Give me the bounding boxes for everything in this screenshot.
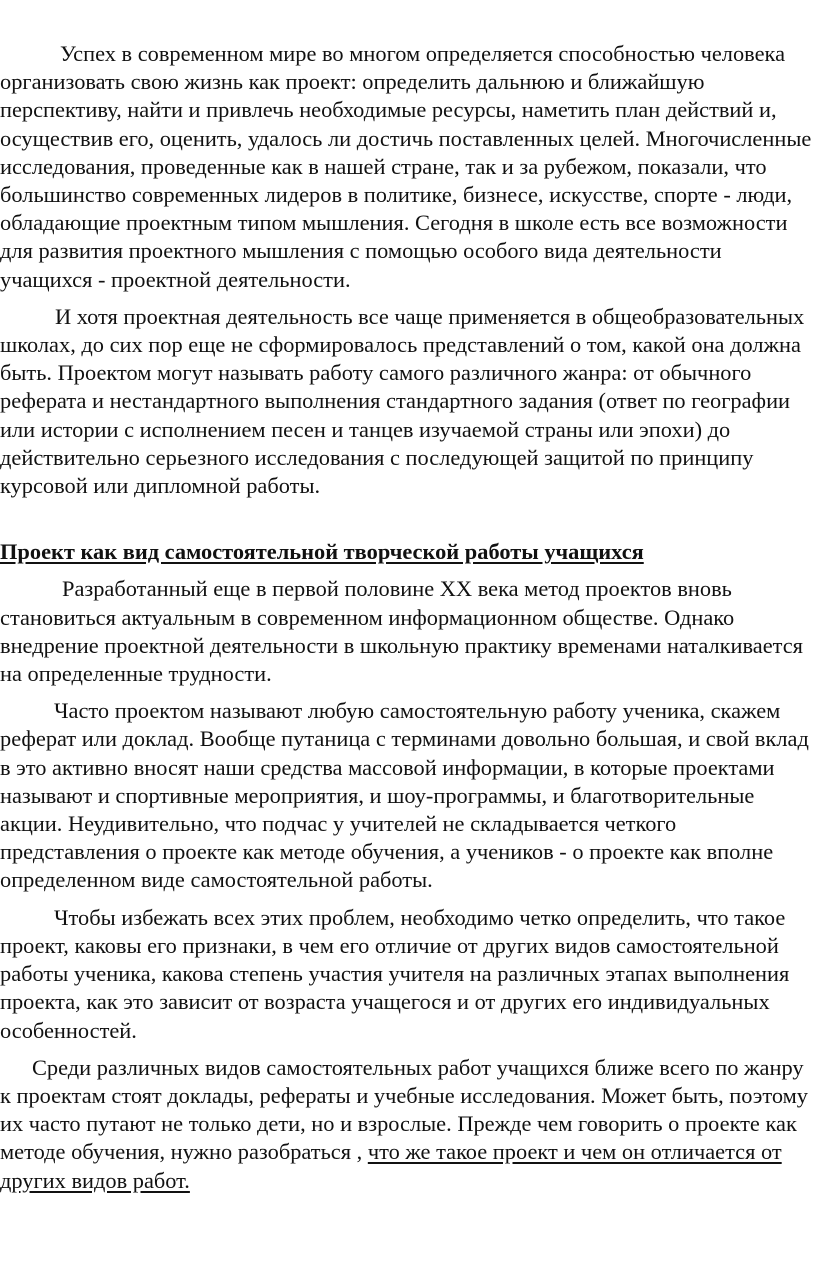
paragraph-6-underlined-text: что же такое проект и чем он отличается от других видов работ.	[0, 1139, 782, 1193]
paragraph-2: И хотя проектная деятельность все чаще применяется в общеобразовательных школах, до сих пор еще не сформировалось представлений о том, какой она должна быть. Проектом могут называть работу самого различного жанра: от обычного реферата и нестандартного выполнения стандартного задания (ответ по географии или истории с исполнением песен и танцев изучаемой страны или эпохи) до действительно серьезного исследования с последующей защитой по принципу курсовой или дипломной работы.	[0, 303, 805, 499]
paragraph-4: Часто проектом называют любую самостоятельную работу ученика, скажем реферат или доклад. Вообще путаница с терминами довольно большая, и свой вклад в это активно вносят наши средства массовой информации, в которые проектами называют и спортивные мероприятия, и шоу-программы, и благотворительные акции. Неудивительно, что подчас у учителей не складывается четкого представления о проекте как методе обучения, а учеников - о проекте как вполне определенном виде самостоятельной работы.	[0, 698, 809, 893]
section-heading: Проект как вид самостоятельной творческой работы учащихся	[0, 539, 644, 565]
paragraph-6-text: Среди различных видов самостоятельных работ учащихся ближе всего по жанру к проектам стоят доклады, рефераты и учебные исследования. Может быть, поэтому их часто путают не только дети, но и взрослые. Прежде чем говорить о проекте как методе обучения, нужно разобраться ,	[0, 1054, 808, 1165]
paragraph-6	[0, 1054, 814, 1195]
blank-line	[0, 509, 816, 538]
paragraph-5: Чтобы избежать всех этих проблем, необходимо четко определить, что такое проект, каковы его признаки, в чем его отличие от других видов самостоятельной работы ученика, какова степень участия учителя на различных этапах выполнения проекта, как это зависит от возраста учащегося и от других его индивидуальных особенностей.	[0, 904, 790, 1043]
paragraph-1: Успех в современном мире во многом определяется способностью человека организовать свою жизнь как проект: определить дальнюю и ближайшую перспективу, найти и привлечь необходимые ресурсы, наметить план действий и, осуществив его, оценить, удалось ли достичь поставленных целей. Многочисленные исследования, проведенные как в нашей стране, так и за рубежом, показали, что большинство современных лидеров в политике, бизнесе, искусстве, спорте - люди, обладающие проектным типом мышления. Сегодня в школе есть все возможности для развития проектного мышления с помощью особого вида деятельности учащихся - проектной деятельности.	[0, 41, 812, 292]
paragraph-3: Разработанный еще в первой половине XX века метод проектов вновь становиться актуальным в современном информационном обществе. Однако внедрение проектной деятельности в школьную практику временами наталкивается на определенные трудности.	[0, 576, 803, 687]
